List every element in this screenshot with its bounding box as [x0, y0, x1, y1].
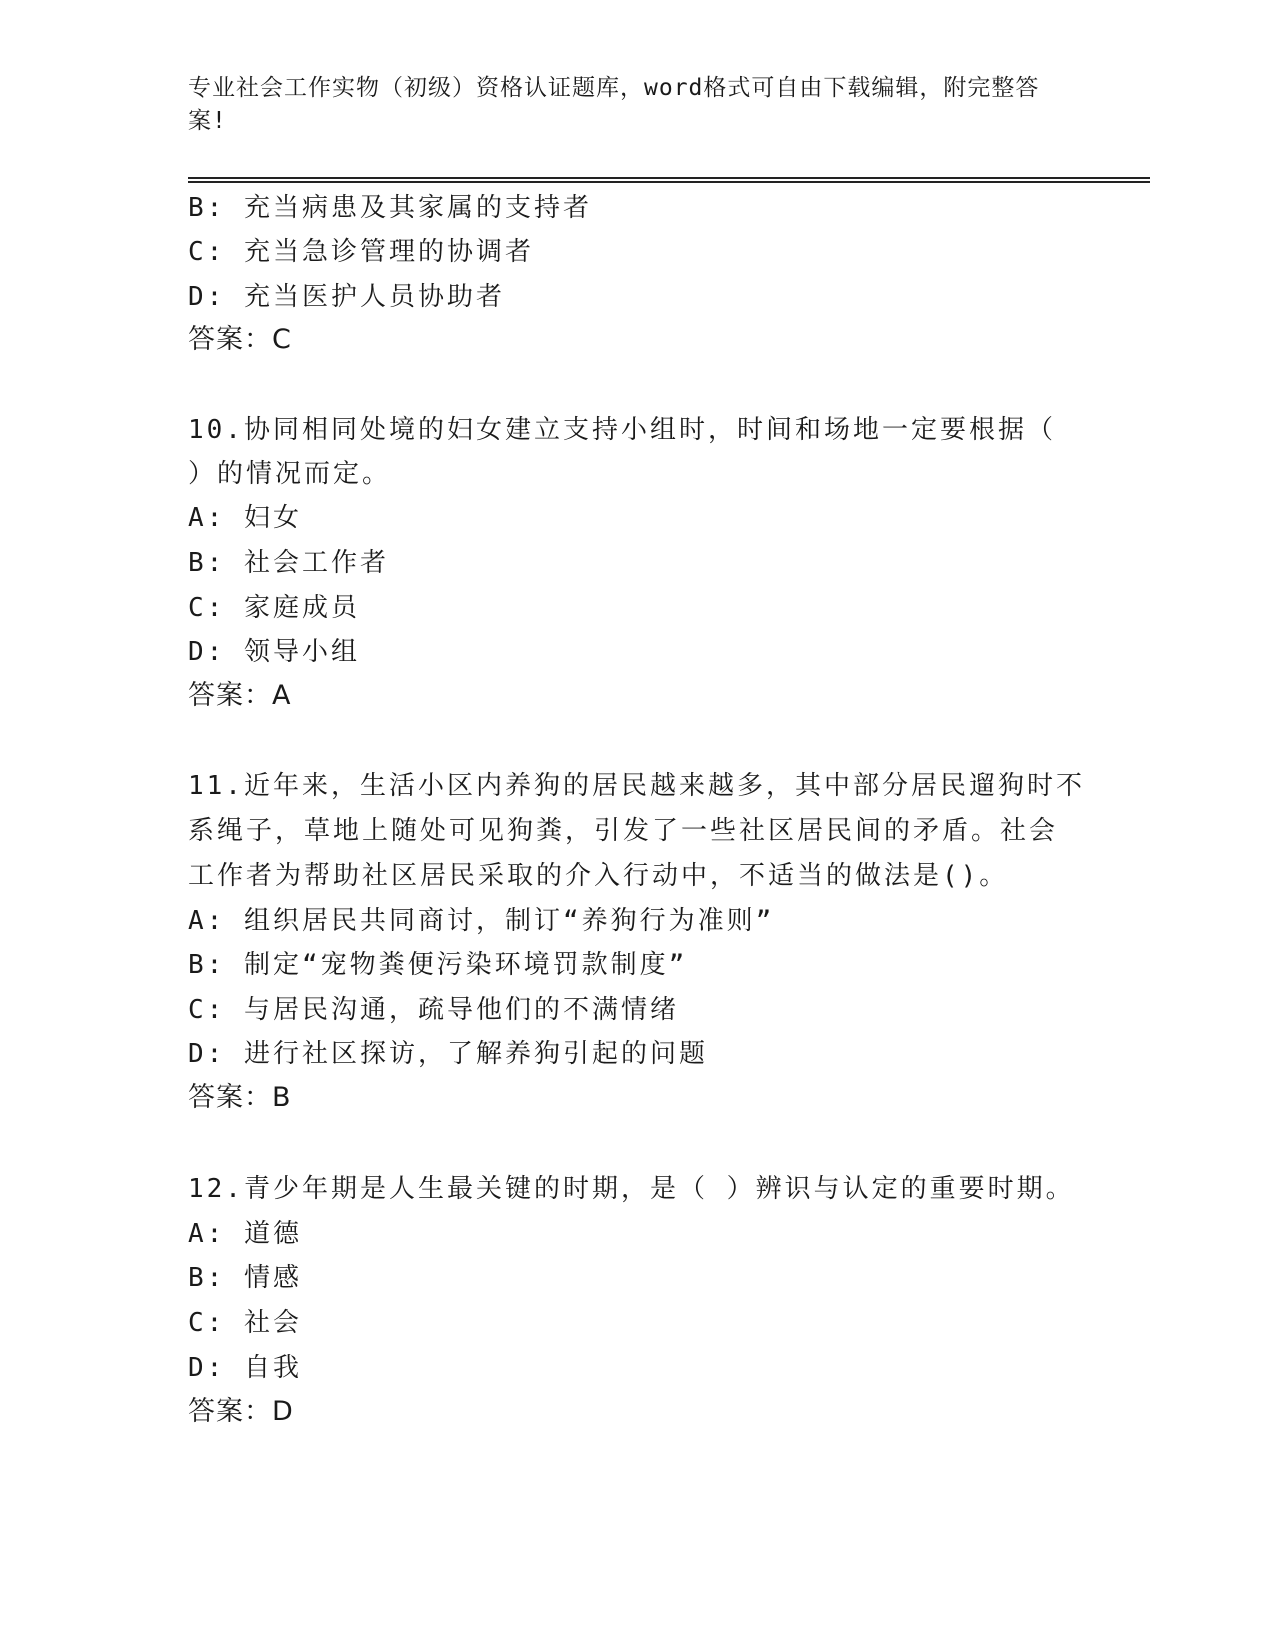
- q12-option-d: D: 自我: [188, 1353, 302, 1383]
- header-line-2: 案!: [188, 108, 227, 134]
- q10-option-a: A: 妇女: [188, 503, 302, 533]
- q11-option-a: A: 组织居民共同商讨，制订“养狗行为准则”: [188, 906, 775, 936]
- q11-answer: 答案：B: [188, 1082, 292, 1113]
- q9-option-b: B: 充当病患及其家属的支持者: [188, 193, 592, 223]
- q9-answer: 答案：C: [188, 324, 292, 355]
- q11-option-c: C: 与居民沟通，疏导他们的不满情绪: [188, 995, 679, 1025]
- q12-stem-line-1: 12.青少年期是人生最关键的时期，是（ ）辨识与认定的重要时期。: [188, 1174, 1075, 1204]
- q10-option-d: D: 领导小组: [188, 637, 360, 667]
- q12-option-c: C: 社会: [188, 1308, 302, 1338]
- q10-option-c: C: 家庭成员: [188, 593, 360, 623]
- q9-option-d: D: 充当医护人员协助者: [188, 282, 505, 312]
- document-header: [188, 72, 1068, 138]
- q11-stem-line-3: 工作者为帮助社区居民采取的介入行动中，不适当的做法是()。: [188, 861, 1009, 891]
- header-divider-bottom: [188, 181, 1150, 183]
- q11-option-b: B: 制定“宠物粪便污染环境罚款制度”: [188, 950, 688, 980]
- q10-stem-line-2: ）的情况而定。: [188, 459, 392, 489]
- q11-stem-line-2: 系绳子，草地上随处可见狗粪，引发了一些社区居民间的矛盾。社会: [188, 816, 1059, 846]
- header-divider-top: [188, 177, 1150, 179]
- q10-stem-line-1: 10.协同相同处境的妇女建立支持小组时，时间和场地一定要根据（: [188, 415, 1056, 445]
- q10-answer: 答案：A: [188, 680, 292, 711]
- header-line-1: 专业社会工作实物（初级）资格认证题库，word格式可自由下载编辑，附完整答: [188, 75, 1040, 101]
- q11-stem-line-1: 11.近年来，生活小区内养狗的居民越来越多，其中部分居民遛狗时不: [188, 771, 1085, 801]
- q12-option-b: B: 情感: [188, 1263, 302, 1293]
- q12-answer: 答案：D: [188, 1396, 294, 1427]
- q9-option-c: C: 充当急诊管理的协调者: [188, 237, 534, 267]
- q10-option-b: B: 社会工作者: [188, 548, 389, 578]
- q11-option-d: D: 进行社区探访，了解养狗引起的问题: [188, 1039, 708, 1069]
- q12-option-a: A: 道德: [188, 1219, 302, 1249]
